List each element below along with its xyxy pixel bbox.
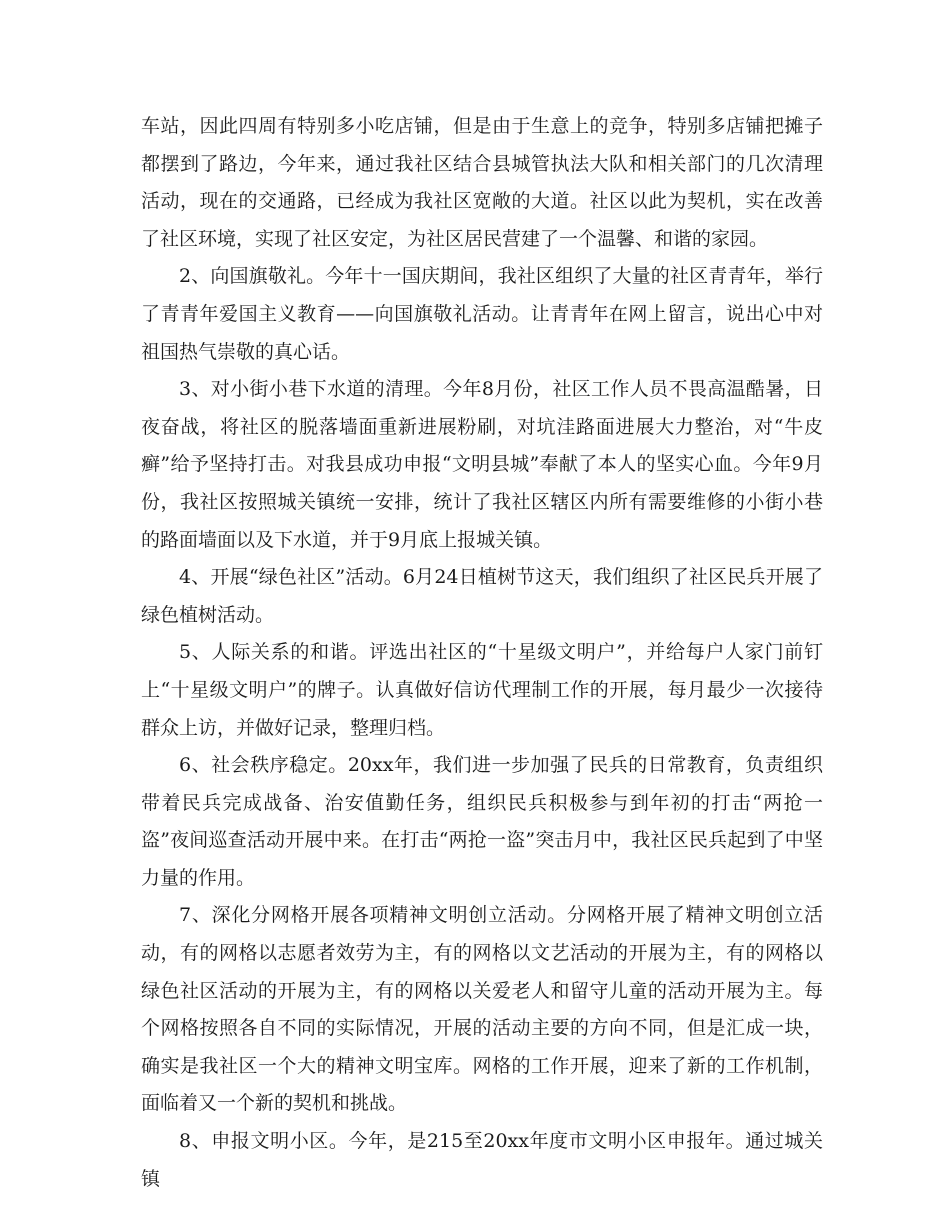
paragraph-street-cleanup-continued: 车站，因此四周有特别多小吃店铺，但是由于生意上的竞争，特别多店铺把摊子都摆到了路边，今年来，通过我社区结合县城管执法大队和相关部门的几次清理活动，现在的交通路，已经成为我社区宽敞的大道。社区以此为契机，实在改善了社区环境，实现了社区安定，为社区居民营建了一个温馨、和谐的家园。: [141, 115, 823, 250]
document-body: [141, 108, 823, 1198]
paragraph-flag-salute: 2、向国旗敬礼。今年十一国庆期间，我社区组织了大量的社区青青年，举行了青青年爱国主义教育——向国旗敬礼活动。让青青年在网上留言，说出心中对祖国热气崇敬的真心话。: [141, 265, 823, 363]
paragraph-civilized-community: 8、申报文明小区。今年，是215至20xx年度市文明小区申报年。通过城关镇: [141, 1130, 823, 1190]
paragraph-harmony: 5、人际关系的和谐。评选出社区的“十星级文明户”，并给每户人家门前钉上“十星级文明户”的牌子。认真做好信访代理制工作的开展，每月最少一次接待群众上访，并做好记录，整理归档。: [141, 641, 823, 739]
paragraph-green-community: 4、开展“绿色社区”活动。6月24日植树节这天，我们组织了社区民兵开展了绿色植树活动。: [141, 566, 823, 626]
paragraph-social-order: 6、社会秩序稳定。20xx年，我们进一步加强了民兵的日常教育，负责组织带着民兵完成战备、治安值勤任务，组织民兵积极参与到年初的打击“两抢一盗”夜间巡查活动开展中来。在打击“两抢一盗”突击月中，我社区民兵起到了中坚力量的作用。: [141, 754, 823, 889]
paragraph-grid-activities: 7、深化分网格开展各项精神文明创立活动。分网格开展了精神文明创立活动，有的网格以志愿者效劳为主，有的网格以文艺活动的开展为主，有的网格以绿色社区活动的开展为主，有的网格以关爱老人和留守儿童的活动开展为主。每个网格按照各自不同的实际情况，开展的活动主要的方向不同，但是汇成一块，确实是我社区一个大的精神文明宝库。网格的工作开展，迎来了新的工作机制，面临着又一个新的契机和挑战。: [141, 904, 823, 1115]
paragraph-drain-cleanup: 3、对小街小巷下水道的清理。今年8月份，社区工作人员不畏高温酷暑，日夜奋战，将社区的脱落墙面重新进展粉刷，对坑洼路面进展大力整治，对“牛皮癣”给予坚持打击。对我县成功申报“文明县城”奉献了本人的坚实心血。今年9月份，我社区按照城关镇统一安排，统计了我社区辖区内所有需要维修的小街小巷的路面墙面以及下水道，并于9月底上报城关镇。: [141, 378, 823, 551]
